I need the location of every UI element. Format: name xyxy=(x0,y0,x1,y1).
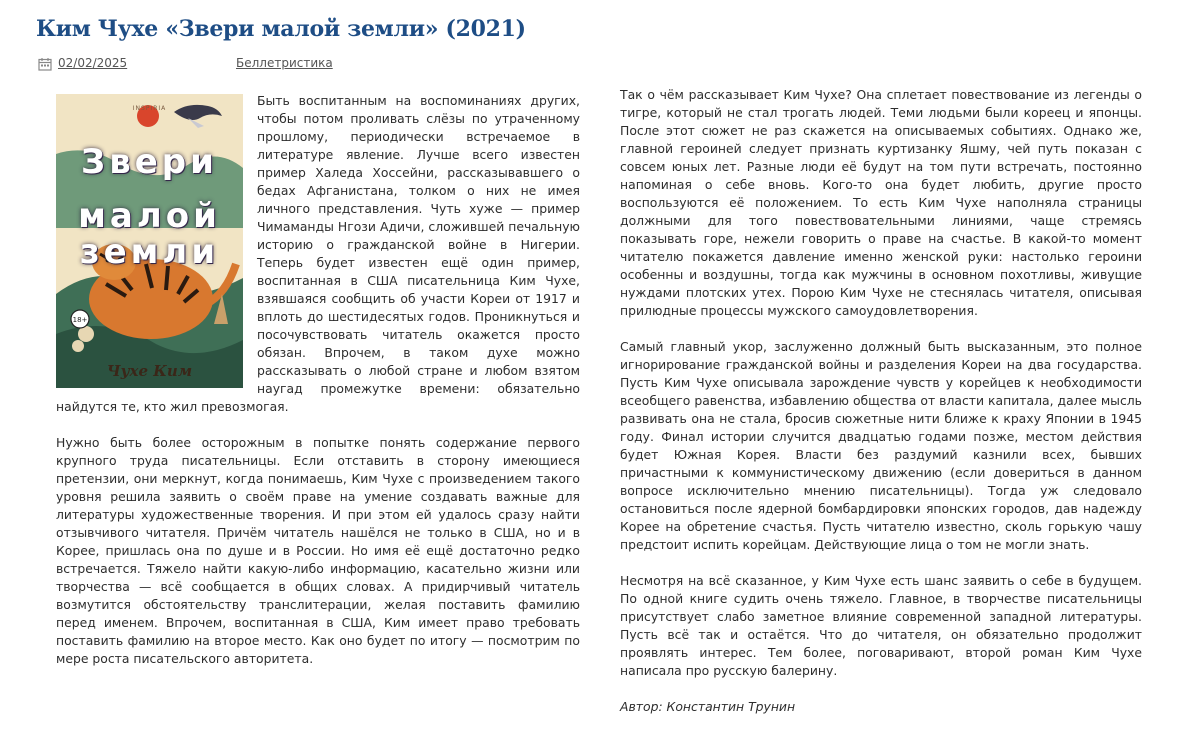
article-meta xyxy=(38,56,438,74)
cover-title-line-2: малой xyxy=(78,196,221,236)
book-cover-image xyxy=(56,94,243,388)
cover-author: Чухе Ким xyxy=(106,362,193,380)
paragraph: Быть воспитанным на воспоминаниях других, чтобы потом проливать слёзы по утраченному прошлому, периодически встречаемое в литературе явление. Лучше всего известен пример Халеда Хоссейни, рассказывавшего о бедах Афганистана, толком о них не имея личного представления. Чуть хуже — пример Чимаманды Нгози Адичи, сложившей печальную историю о гражданской войне в Нигерии. Теперь будет известен ещё один пример, воспитанная в США писательница Ким Чухе, взявшаяся сообщить об участи Кореи от 1917 и вплоть до шестидесятых годов. Проникнуться и посочувствовать читатель окажется просто обязан. Впрочем, в таком духе можно рассказывать о любой стране и любом взятом наугад промежутке времени: обязательно найдутся те, кто жил превозмогая. xyxy=(56,93,580,414)
left-column xyxy=(56,92,580,686)
right-column xyxy=(620,86,1142,734)
author-byline: Автор: Константин Трунин xyxy=(620,699,796,714)
paragraph: Так о чём рассказывает Ким Чухе? Она сплетает повествование из легенды о тигре, который не стал трогать людей. Теми людьми были кореец и японцы. После этот сюжет не раз скажется на описываемых событиях. Однако же, главной героиней следует признать куртизанку Яшму, чей путь показан с совсем юных лет. Разные люди её будут на том пути встречать, постоянно напоминая о себе вновь. Кого-то она будет любить, другие просто воспользуются её положением. То есть Ким Чухе наполняла страницы должными для того повествовательными линиями, чаще стремясь показывать горе, нежели говорить о праве на счастье. В какой-то момент читателю покажется давление именно женской руки: настолько героини особенны и воздушны, тогда как мужчины в основном похотливы, живущие нуждами плотских утех. Порою Ким Чухе не стеснялась читателя, описывая прилюдные процессы мужского самоудовлетворения. xyxy=(620,87,1142,318)
cover-title-line-1: Звери xyxy=(81,142,218,182)
paragraph: Несмотря на всё сказанное, у Ким Чухе есть шанс заявить о себе в будущем. По одной книге судить очень тяжело. Главное, в творчестве писательницы присутствует слабо заметное влияние современной западной литературы. Пусть всё так и остаётся. Что до читателя, он обязательно продолжит проявлять интерес. Тем более, поговаривают, второй роман Ким Чухе написала про русскую балерину. xyxy=(620,573,1142,678)
calendar-icon xyxy=(38,57,52,71)
category-link[interactable]: Беллетристика xyxy=(236,56,333,70)
post-date-link[interactable]: 02/02/2025 xyxy=(58,56,128,70)
cover-title-line-3: земли xyxy=(79,232,220,272)
article-title: Ким Чухе «Звери малой земли» (2021) xyxy=(36,16,526,42)
svg-text:18+: 18+ xyxy=(72,316,88,324)
cover-publisher: INSPIRIA xyxy=(132,105,167,112)
paragraph: Нужно быть более осторожным в попытке понять содержание первого крупного труда писательницы. Если отставить в сторону имеющиеся претензии, они меркнут, когда понимаешь, Ким Чухе с произведением такого уровня решила заявить о своём праве на умение создавать важные для литературы художественные творения. И при этом ей удалось сразу найти отзывчивого читателя. Причём читатель нашёлся не только в США, но и в Корее, пришлась она по душе и в России. Но имя её ещё достаточно редко встречается. Тяжело найти какую-либо информацию, касательно жизни или творчества — всё сообщается в общих словах. А придирчивый читатель возмутится обстоятельству транслитерации, желая поставить фамилию перед именем. Впрочем, воспитанная в США, Ким имеет право требовать поставить фамилию на второе место. Как оно будет по итогу — посмотрим по мере роста писательского авторитета. xyxy=(56,435,580,666)
paragraph: Самый главный укор, заслуженно должный быть высказанным, это полное игнорирование гражданской войны и разделения Кореи на два государства. Пусть Ким Чухе описывала зарождение чувств у корейцев к необходимости всеобщего равенства, избавлению общества от власти капитала, далее мысль развивать она не стала, бросив сюжетные нити ближе к краху Японии в 1945 году. Финал истории случится двадцатью годами позже, местом действия будет Южная Корея. Власти без раздумий казнили всех, бывших причастными к коммунистическому движению (если довериться в данном вопросе исключительно мнению писательницы). Тогда уж следовало остановиться после ядерной бомбардировки японских городов, дав надежду Корее на обретение счастья. Пусть читателю известно, сколь горькую чашу предстоит испить корейцам. Действующие лица о том не могли знать. xyxy=(620,339,1142,552)
